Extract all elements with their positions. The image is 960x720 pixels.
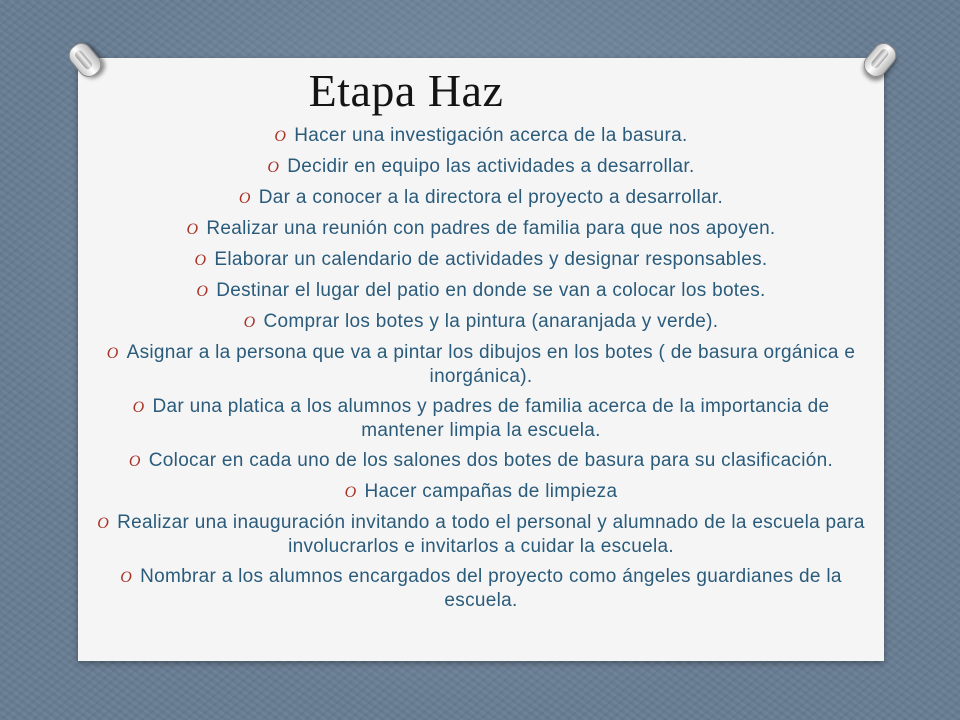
bullet-marker-icon: O	[238, 190, 251, 207]
list-item-text: Realizar una reunión con padres de familia para que nos apoyen.	[206, 218, 776, 239]
list-item-text: Dar a conocer a la directora el proyecto a desarrollar.	[258, 187, 724, 208]
bullet-marker-icon: O	[120, 569, 133, 586]
list-item	[92, 217, 870, 241]
list-item-text: Destinar el lugar del patio en donde se van a colocar los botes.	[216, 280, 766, 301]
bullet-marker-icon: O	[106, 345, 119, 362]
list-item-text: Colocar en cada uno de los salones dos botes de basura para su clasificación.	[148, 450, 834, 471]
list-item	[92, 124, 870, 148]
slide-title: Etapa Haz	[308, 65, 504, 116]
list-item-text: Hacer una investigación acerca de la basura.	[294, 125, 688, 146]
bullet-marker-icon: O	[194, 252, 207, 269]
list-item-text: Comprar los botes y la pintura (anaranjada y verde).	[263, 311, 719, 332]
list-item	[92, 565, 870, 612]
list-item	[92, 449, 870, 473]
bullet-marker-icon: O	[128, 453, 141, 470]
bullet-marker-icon: O	[132, 399, 145, 416]
list-item	[92, 310, 870, 334]
list-item-text: Hacer campañas de limpieza	[364, 481, 618, 502]
bullet-marker-icon: O	[243, 314, 256, 331]
list-item	[92, 341, 870, 388]
list-item-text: Realizar una inauguración invitando a todo el personal y alumnado de la escuela para involucrarlos e invitarlos a cuidar la escuela.	[117, 512, 865, 557]
bullet-marker-icon: O	[97, 515, 110, 532]
list-item	[92, 248, 870, 272]
bullet-marker-icon: O	[344, 484, 357, 501]
bullet-list	[78, 124, 884, 619]
list-item	[92, 186, 870, 210]
list-item-text: Asignar a la persona que va a pintar los dibujos en los botes ( de basura orgánica e inorgánica).	[126, 342, 856, 387]
list-item	[92, 395, 870, 442]
bullet-marker-icon: O	[274, 128, 287, 145]
list-item	[92, 155, 870, 179]
list-item	[92, 511, 870, 558]
bullet-marker-icon: O	[196, 283, 209, 300]
list-item-text: Decidir en equipo las actividades a desarrollar.	[287, 156, 695, 177]
bullet-marker-icon: O	[186, 221, 199, 238]
list-item-text: Nombrar a los alumnos encargados del proyecto como ángeles guardianes de la escuela.	[140, 566, 842, 611]
list-item-text: Elaborar un calendario de actividades y designar responsables.	[214, 249, 768, 270]
list-item	[92, 279, 870, 303]
list-item	[92, 480, 870, 504]
list-item-text: Dar una platica a los alumnos y padres de familia acerca de la importancia de mantener limpia la escuela.	[152, 396, 830, 441]
bullet-marker-icon: O	[267, 159, 280, 176]
